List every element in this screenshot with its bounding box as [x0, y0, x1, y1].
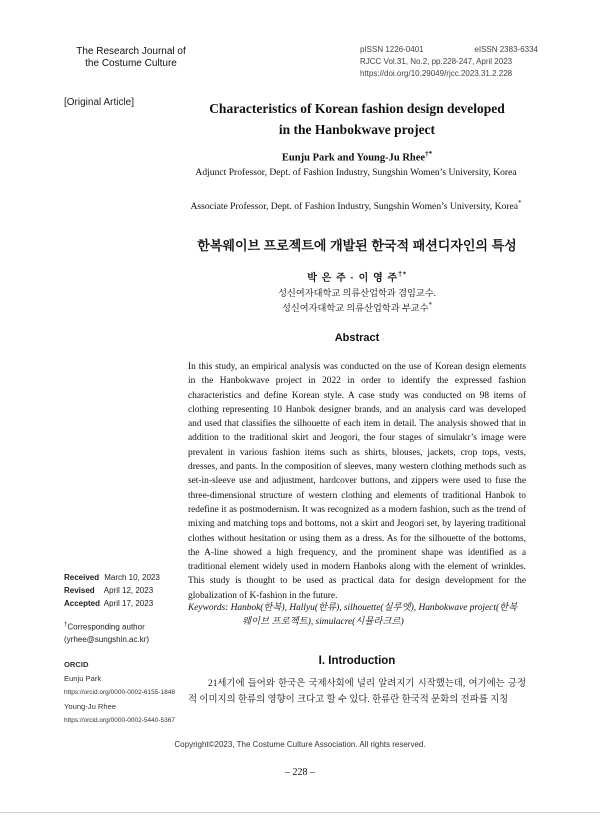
- article-title-line1: Characteristics of Korean fashion design developed: [209, 101, 505, 116]
- pissn: pISSN 1226-0401: [360, 45, 424, 54]
- article-type: [Original Article]: [64, 97, 135, 108]
- orcid-link-1[interactable]: https://orcid.org/0000-0002-6155-1848: [64, 689, 175, 696]
- authors-mark: †*: [425, 150, 433, 158]
- received-label: Received: [64, 573, 100, 582]
- korean-affiliation-1: 성신여자대학교 의류산업학과 겸임교수.: [278, 288, 436, 298]
- korean-title: 한복웨이브 프로젝트에 개발된 한국적 패션디자인의 특성: [197, 238, 517, 253]
- page-number: – 228 –: [285, 767, 315, 778]
- revised-label: Revised: [64, 586, 95, 595]
- authors-names: Eunju Park and Young-Ju Rhee: [281, 152, 426, 164]
- korean-affiliation-2: [190, 300, 524, 314]
- issn-block: [360, 44, 538, 80]
- volume-info: RJCC Vol.31, No.2, pp.228-247, April 2023: [360, 57, 513, 66]
- journal-name-line2: the Costume Culture: [85, 58, 177, 69]
- affiliation-1: Adjunct Professor, Dept. of Fashion Industry, Sungshin Women’s University, Korea: [195, 167, 517, 178]
- affiliation-2-mark: *: [518, 199, 522, 207]
- korean-authors-mark: †*: [398, 271, 407, 279]
- doi-link[interactable]: https://doi.org/10.29049/rjcc.2023.31.2.228: [360, 69, 513, 78]
- journal-name-line1: The Research Journal of: [76, 46, 186, 57]
- affiliation-2: [186, 196, 526, 214]
- introduction-heading: I. Introduction: [318, 655, 396, 667]
- accepted-date: April 17, 2023: [103, 599, 154, 608]
- article-title: [190, 98, 524, 140]
- corresponding-author: [64, 619, 149, 646]
- eissn: eISSN 2383-6334: [474, 45, 538, 54]
- introduction-body: 21세기에 들어와 한국은 국제사회에 널리 알려지기 시작했는데, 여기에는 긍정적 이미지의 한류의 영향이 크다고 할 수 있다. 한류란 한국적 문화의 전파를 지칭: [188, 679, 526, 705]
- orcid-block: [64, 658, 175, 728]
- article-dates: [64, 571, 160, 610]
- abstract-heading: Abstract: [334, 332, 380, 344]
- orcid-name-2: Young-Ju Rhee: [64, 702, 117, 711]
- corresponding-label: Corresponding author: [67, 622, 145, 632]
- received-date: March 10, 2023: [104, 573, 160, 582]
- orcid-name-1: Eunju Park: [64, 674, 102, 683]
- korean-authors: [190, 269, 524, 284]
- abstract-body: In this study, an empirical analysis was conducted on the use of Korean design elements in the Hanbokwave project in 2022 in order to identify the expressed fashion characteristics and define Korean style. A case study was conducted on 98 items of clothing representing 10 Hanbok designer brands, and an analysis card was developed and used that classifies the silhouette of each item in detail. The analysis showed that in addition to the traditional skirt and Jeogori, the four stages of simulakr’s image were prevalent in various fashion items such as shirts, blouses, jackets, crop tops, vests, dresses, and pants. In the composition of sleeves, many western clothing methods such as set-in-sleeve use and adjustment, hardcover buttons, and zippers were used to fuse the three-dimensional structure of western clothing and elements of traditional Hanbok to redefine it as postmodernism. It was recognized as a modern fashion, such as the trend of mixing and matching tops and bottoms, not a skirt and Jeogori set, by layering traditional clothes without hesitation or using them as a dress. As for the silhouette of the bottoms, the A-line showed a high frequency, and the prominent shape was identified as a traditional element widely used in modern Hanboks along with the element of wrinkles. This study is thought to be used as practical data for design development for the globalization of K-fashion in the future.: [188, 362, 526, 601]
- accepted-label: Accepted: [64, 599, 101, 608]
- corresponding-mark: †: [64, 622, 68, 628]
- copyright: Copyright©2023, The Costume Culture Association. All rights reserved.: [174, 740, 426, 749]
- korean-affiliation-2-mark: *: [428, 300, 433, 309]
- korean-authors-names: 박 은 주 · 이 영 주: [307, 273, 399, 284]
- corresponding-email[interactable]: (yrhee@sungshin.ac.kr): [64, 634, 150, 644]
- orcid-link-2[interactable]: https://orcid.org/0000-0002-5440-5367: [64, 717, 175, 724]
- keywords: Keywords: Hanbok(한복), Hallyu(한류), silhouette(실루엣), Hanbokwave project(한복웨이브 프로젝트), simulacre(시뮬라크르): [188, 603, 518, 627]
- journal-name: [66, 46, 196, 70]
- korean-affiliation-2-text: 성신여자대학교 의류산업학과 부교수: [281, 303, 429, 313]
- orcid-title: ORCID: [64, 660, 89, 669]
- bottom-rule: [0, 812, 600, 813]
- authors: [190, 150, 524, 164]
- revised-date: April 12, 2023: [103, 586, 154, 595]
- affiliation-2-text: Associate Professor, Dept. of Fashion Industry, Sungshin Women’s University, Korea: [190, 201, 519, 213]
- article-title-line2: in the Hanbokwave project: [278, 122, 436, 137]
